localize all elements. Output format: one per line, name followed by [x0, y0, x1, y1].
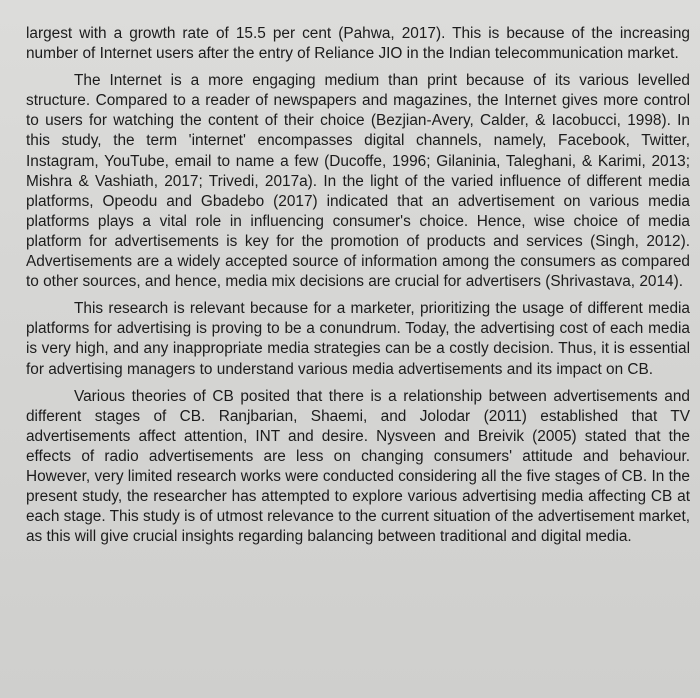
paragraph-internet-medium: The Internet is a more engaging medium than print because of its various levelled structure. Compared to a reader of newspapers and magazines, the Internet gives more control to users for watching the content of their choice (Bezjian-Avery, Calder, & Iacobucci, 1998). In this study, the term 'internet' encompasses digital channels, namely, Facebook, Twitter, Instagram, YouTube, email to name a few (Ducoffe, 1996; Gilaninia, Taleghani, & Karimi, 2013; Mishra & Vashiath, 2017; Trivedi, 2017a). In the light of the varied influence of different media platforms, Opeodu and Gbadebo (2017) indicated that an advertisement on various media platforms plays a vital role in influencing consumer's choice. Hence, wise choice of media platform for advertisements is key for the promotion of products and services (Singh, 2012). Advertisements are a widely accepted source of information among the consumers as compared to other sources, and hence, media mix decisions are crucial for advertisers (Shrivastava, 2014).	[26, 72, 690, 291]
paragraph-research-relevance: This research is relevant because for a marketer, prioritizing the usage of different media platforms for advertising is proving to be a conundrum. Today, the advertising cost of each media is very high, and any inappropriate media strategies can be a costly decision. Thus, it is essential for advertising managers to understand various media advertisements and its impact on CB.	[26, 300, 690, 378]
paragraph-cb-theories: Various theories of CB posited that there is a relationship between advertisements and different stages of CB. Ranjbarian, Shaemi, and Jolodar (2011) established that TV advertisements affect attention, INT and desire. Nysveen and Breivik (2005) stated that the effects of radio advertisements are less on changing consumers' attitude and behaviour. However, very limited research works were conducted considering all the five stages of CB. In the present study, the researcher has attempted to explore various advertising media affecting CB at each stage. This study is of utmost relevance to the current situation of the advertisement market, as this will give crucial insights regarding balancing between traditional and digital media.	[26, 387, 690, 546]
paragraph-continuation: largest with a growth rate of 15.5 per cent (Pahwa, 2017). This is because of the increasing number of Internet users after the entry of Reliance JIO in the Indian telecommunication market.	[26, 25, 690, 63]
